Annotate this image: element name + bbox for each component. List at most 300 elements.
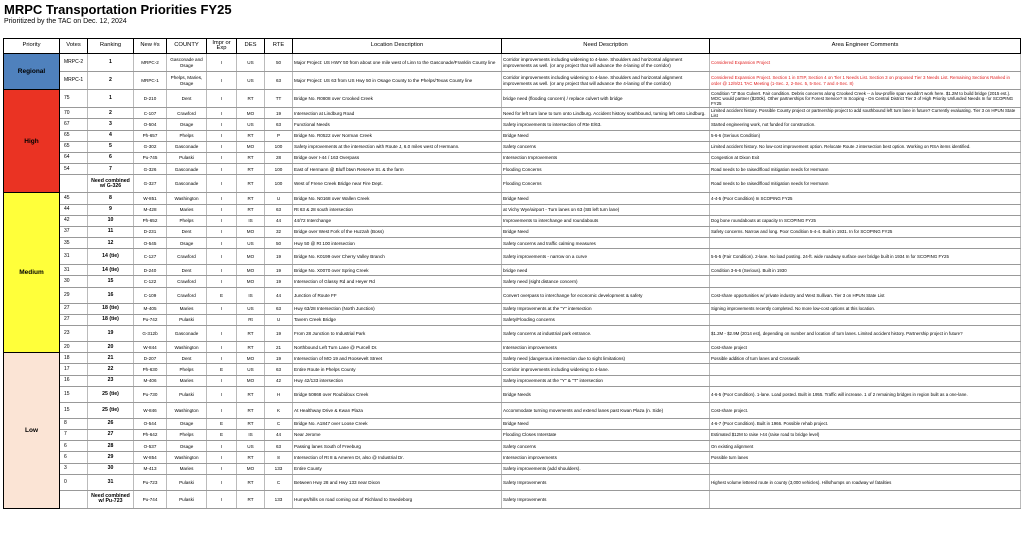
location-description-cell: Bridge over West Fork of the Huzzah (Boss) bbox=[293, 226, 502, 237]
rank-cell: 5 bbox=[88, 141, 134, 152]
votes-cell: 6 bbox=[60, 452, 88, 463]
location-description-cell: Rt 63 & 28 south intersection bbox=[293, 204, 502, 215]
impr-or-exp-cell: E bbox=[207, 364, 237, 375]
table-row bbox=[4, 249, 1021, 265]
impr-or-exp-cell: E bbox=[207, 418, 237, 429]
impr-or-exp-cell: I bbox=[207, 463, 237, 474]
location-description-cell: Functional Needs bbox=[293, 119, 502, 130]
route-cell: 63 bbox=[265, 441, 293, 452]
county-cell: Washington bbox=[167, 193, 207, 204]
new-number-cell: Ph-657 bbox=[134, 130, 167, 141]
des-cell: RT bbox=[237, 204, 265, 215]
des-cell: US bbox=[237, 441, 265, 452]
location-description-cell: Entire Route in Phelps County bbox=[293, 364, 502, 375]
table-row bbox=[4, 119, 1021, 130]
des-cell: RT bbox=[237, 402, 265, 418]
county-cell: Maries bbox=[167, 303, 207, 314]
engineer-comment-cell: Safety concerns. Narrow and long. Poor Condition 5-4-4. Built in 1931. In for SCOPING FY25 bbox=[710, 226, 1021, 237]
need-description-cell: Convert overpass to interchange for economic development & safety bbox=[502, 287, 710, 303]
engineer-comment-cell: Limited accident history. Possible County project or partnership project to add southbound left turn lane in future? Currently evaluating. Tier 3 on HPUN State List bbox=[710, 108, 1021, 119]
route-cell: 21 bbox=[265, 342, 293, 353]
impr-or-exp-cell: I bbox=[207, 54, 237, 72]
des-cell: RT bbox=[237, 193, 265, 204]
col-header: Area Engineer Comments bbox=[710, 39, 1021, 54]
rank-cell: 15 bbox=[88, 276, 134, 287]
need-description-cell: Safety Improvements bbox=[502, 474, 710, 490]
impr-or-exp-cell: I bbox=[207, 375, 237, 386]
votes-cell: 64 bbox=[60, 152, 88, 163]
engineer-comment-cell: Considered Expansion Project. Section 1 in STIP, Section 4 on Tier 1 Needs List. Section 3 on proposed Tier 3 Needs List. Remaining Sections Ranked in order @ 12/9/21 TAC Meeting (1-Sec. 2, 2-Sec. 5, 5-Sec. 7 and 4-Sec. 8) bbox=[710, 72, 1021, 90]
need-description-cell: Bridge Needs bbox=[502, 386, 710, 402]
votes-cell: 44 bbox=[60, 204, 88, 215]
des-cell: MO bbox=[237, 375, 265, 386]
location-description-cell: Intersection of Rt 8 & Ameren Dr, also @ Industrial Dr. bbox=[293, 452, 502, 463]
table-row bbox=[4, 108, 1021, 119]
rank-cell: 22 bbox=[88, 364, 134, 375]
need-description-cell: Safety/Flooding concerns bbox=[502, 314, 710, 325]
route-cell: 100 bbox=[265, 164, 293, 175]
des-cell: IS bbox=[237, 215, 265, 226]
need-description-cell: Intersection improvements bbox=[502, 342, 710, 353]
location-description-cell: Major Project: US 63 from US Hwy 50 in Osage County to the Phelps/Texas County line bbox=[293, 72, 502, 90]
table-row bbox=[4, 386, 1021, 402]
des-cell: RT bbox=[237, 452, 265, 463]
col-header: Location Description bbox=[293, 39, 502, 54]
location-description-cell: 44/72 Interchange bbox=[293, 215, 502, 226]
need-description-cell: Corridor improvements including widening to 4-lane. bbox=[502, 364, 710, 375]
des-cell: MO bbox=[237, 353, 265, 364]
location-description-cell: Intersection at Lindburg Road bbox=[293, 108, 502, 119]
need-description-cell: Improvements to interchange and roundabouts bbox=[502, 215, 710, 226]
table-row bbox=[4, 238, 1021, 249]
location-description-cell: Safety improvements at the intersection with Route J, 6.0 miles west of Hermann. bbox=[293, 141, 502, 152]
table-row bbox=[4, 204, 1021, 215]
county-cell: Phelps, Maries, Osage bbox=[167, 72, 207, 90]
priority-group-high: High bbox=[4, 90, 60, 193]
table-row bbox=[4, 226, 1021, 237]
votes-cell: 35 bbox=[60, 238, 88, 249]
table-row bbox=[4, 152, 1021, 163]
route-cell: 44 bbox=[265, 287, 293, 303]
rank-cell: Need combined w/ G-326 bbox=[88, 175, 134, 193]
des-cell: US bbox=[237, 238, 265, 249]
rank-cell: 9 bbox=[88, 204, 134, 215]
votes-cell: 17 bbox=[60, 364, 88, 375]
new-number-cell: M-413 bbox=[134, 463, 167, 474]
location-description-cell: From 28 Junction to Industrial Park bbox=[293, 326, 502, 342]
votes-cell: 31 bbox=[60, 265, 88, 276]
need-description-cell: Safety Improvements bbox=[502, 490, 710, 508]
route-cell: 44 bbox=[265, 429, 293, 440]
des-cell: RT bbox=[237, 490, 265, 508]
impr-or-exp-cell: I bbox=[207, 72, 237, 90]
table-row bbox=[4, 463, 1021, 474]
votes-cell: 42 bbox=[60, 215, 88, 226]
rank-cell: 7 bbox=[88, 164, 134, 175]
engineer-comment-cell: Dog bone roundabouts at capacity In SCOPING FY25 bbox=[710, 215, 1021, 226]
votes-cell: 6 bbox=[60, 441, 88, 452]
new-number-cell: C-109 bbox=[134, 287, 167, 303]
route-cell: 32 bbox=[265, 226, 293, 237]
need-description-cell: Flooding Concerns bbox=[502, 164, 710, 175]
votes-cell: 30 bbox=[60, 276, 88, 287]
impr-or-exp-cell: I bbox=[207, 215, 237, 226]
impr-or-exp-cell: I bbox=[207, 238, 237, 249]
rank-cell: 1 bbox=[88, 90, 134, 108]
route-cell: 63 bbox=[265, 204, 293, 215]
location-description-cell: East of Hermann @ Bluff btwn Reserve St. & the farm bbox=[293, 164, 502, 175]
new-number-cell: O-504 bbox=[134, 119, 167, 130]
need-description-cell: Safety concerns and traffic calming measures bbox=[502, 238, 710, 249]
engineer-comment-cell: On existing alignment bbox=[710, 441, 1021, 452]
rank-cell: 19 bbox=[88, 326, 134, 342]
table-row bbox=[4, 287, 1021, 303]
county-cell: Maries bbox=[167, 204, 207, 215]
rank-cell: 28 bbox=[88, 441, 134, 452]
county-cell: Dent bbox=[167, 353, 207, 364]
table-row bbox=[4, 276, 1021, 287]
new-number-cell: Ph-652 bbox=[134, 215, 167, 226]
col-header: Priority bbox=[4, 39, 60, 54]
rank-cell: 8 bbox=[88, 193, 134, 204]
need-description-cell: Safety need (dangerous intersection due to sight limitations) bbox=[502, 353, 710, 364]
impr-or-exp-cell: I bbox=[207, 204, 237, 215]
des-cell: US bbox=[237, 119, 265, 130]
location-description-cell: Intersection of Glassy Rd and Heyer Rd bbox=[293, 276, 502, 287]
table-row bbox=[4, 375, 1021, 386]
engineer-comment-cell: 5-5-5 (Fair Condition). 2-lane. No load posting. 24-ft. wide roadway surface over bridge built in 1934 In for SCOPING FY25 bbox=[710, 249, 1021, 265]
need-description-cell: Corridor improvements including widening to 4-lane. Shoulders and horizontal alignment improvements as well. (or any project that will advance the 4-laning of the corridor) bbox=[502, 54, 710, 72]
des-cell: US bbox=[237, 54, 265, 72]
votes-cell: 65 bbox=[60, 130, 88, 141]
rank-cell: 14 (tie) bbox=[88, 249, 134, 265]
route-cell: P bbox=[265, 130, 293, 141]
route-cell: 63 bbox=[265, 72, 293, 90]
new-number-cell: W-854 bbox=[134, 452, 167, 463]
location-description-cell: Bridge No. R0808 over Crooked Creek bbox=[293, 90, 502, 108]
impr-or-exp-cell: E bbox=[207, 287, 237, 303]
route-cell: K bbox=[265, 402, 293, 418]
rank-cell: Need combined w/ Pu-723 bbox=[88, 490, 134, 508]
need-description-cell: Safety improvements (add shoulders). bbox=[502, 463, 710, 474]
location-description-cell: Passing lanes South of Freeburg bbox=[293, 441, 502, 452]
engineer-comment-cell bbox=[710, 463, 1021, 474]
need-description-cell: Safety improvements at the "Y" & "T" intersection bbox=[502, 375, 710, 386]
location-description-cell: Major Project: US HWY 50 from about one mile west of Linn to the Gasconade/Franklin County line bbox=[293, 54, 502, 72]
location-description-cell: Bridge 50868 over Roubidoux Creek bbox=[293, 386, 502, 402]
county-cell: Osage bbox=[167, 238, 207, 249]
table-row bbox=[4, 303, 1021, 314]
route-cell: 42 bbox=[265, 375, 293, 386]
new-number-cell: M-428 bbox=[134, 204, 167, 215]
new-number-cell: Pu-744 bbox=[134, 490, 167, 508]
need-description-cell: Safety improvements - narrow on a curve bbox=[502, 249, 710, 265]
route-cell: 63 bbox=[265, 303, 293, 314]
location-description-cell: Bridge No. A1847 over Loose Creek bbox=[293, 418, 502, 429]
county-cell: Pulaski bbox=[167, 314, 207, 325]
engineer-comment-cell: Cost-share project. bbox=[710, 402, 1021, 418]
des-cell: RT bbox=[237, 175, 265, 193]
rank-cell: 18 (tie) bbox=[88, 314, 134, 325]
rank-cell: 31 bbox=[88, 474, 134, 490]
rank-cell: 26 bbox=[88, 418, 134, 429]
page-subtitle: Prioritized by the TAC on Dec. 12, 2024 bbox=[4, 18, 127, 25]
impr-or-exp-cell: I bbox=[207, 402, 237, 418]
route-cell: 19 bbox=[265, 249, 293, 265]
new-number-cell: W-851 bbox=[134, 193, 167, 204]
county-cell: Osage bbox=[167, 441, 207, 452]
table-row bbox=[4, 452, 1021, 463]
engineer-comment-cell: Highest volume lettered route in county (3,000 vehicles). Hills/humps on roadway w/ fatalities bbox=[710, 474, 1021, 490]
route-cell: 19 bbox=[265, 276, 293, 287]
rank-cell: 3 bbox=[88, 119, 134, 130]
new-number-cell: G-312b bbox=[134, 326, 167, 342]
col-header: RTE bbox=[265, 39, 293, 54]
impr-or-exp-cell: I bbox=[207, 265, 237, 276]
rank-cell: 20 bbox=[88, 342, 134, 353]
rank-cell: 4 bbox=[88, 130, 134, 141]
votes-cell: 3 bbox=[60, 463, 88, 474]
votes-cell: 27 bbox=[60, 303, 88, 314]
need-description-cell: Need for left turn lane to turn onto Lindburg. Accident history southbound, turning left onto Lindburg. bbox=[502, 108, 710, 119]
county-cell: Crawford bbox=[167, 249, 207, 265]
engineer-comment-cell: Limited accident history. No low-cost improvement option. Relocate Route J intersection best option. Working on RSA items identified. bbox=[710, 141, 1021, 152]
votes-cell: 45 bbox=[60, 193, 88, 204]
rank-cell: 10 bbox=[88, 215, 134, 226]
impr-or-exp-cell: I bbox=[207, 226, 237, 237]
table-row bbox=[4, 90, 1021, 108]
location-description-cell: West of Frene Creek Bridge near Fire Dept. bbox=[293, 175, 502, 193]
route-cell: 19 bbox=[265, 265, 293, 276]
engineer-comment-cell: Signing improvements recently completed. No more low-cost options at this location. bbox=[710, 303, 1021, 314]
engineer-comment-cell bbox=[710, 238, 1021, 249]
location-description-cell: Intersection of MO 19 and Roosevelt Street bbox=[293, 353, 502, 364]
need-description-cell: Safety need (sight distance concern) bbox=[502, 276, 710, 287]
route-cell: 100 bbox=[265, 175, 293, 193]
table-row bbox=[4, 175, 1021, 193]
new-number-cell: Pu-723 bbox=[134, 474, 167, 490]
impr-or-exp-cell: I bbox=[207, 452, 237, 463]
need-description-cell: bridge need (flooding concern) / replace culvert with bridge bbox=[502, 90, 710, 108]
need-description-cell: Flooding Closes Interstate bbox=[502, 429, 710, 440]
rank-cell: 6 bbox=[88, 152, 134, 163]
route-cell: 100 bbox=[265, 141, 293, 152]
location-description-cell: Bridge No. R0522 over Norman Creek bbox=[293, 130, 502, 141]
new-number-cell: D-240 bbox=[134, 265, 167, 276]
rank-cell: 1 bbox=[88, 54, 134, 72]
des-cell: MO bbox=[237, 463, 265, 474]
engineer-comment-cell: Condition "3" Box Culvert. Fair condition. Debris concerns along Crooked Creek -- a low-profile span wouldn't work here. $1.2M to build bridge (2015 est.). MOC would partner ($200k). Other partnerships for Forest Service? In Scoping - On Central District Tier 3 of High Priority Unfunded Needs In for SCOPING FY25 bbox=[710, 90, 1021, 108]
new-number-cell: W-844 bbox=[134, 342, 167, 353]
engineer-comment-cell bbox=[710, 375, 1021, 386]
table-row bbox=[4, 353, 1021, 364]
location-description-cell: Entire County bbox=[293, 463, 502, 474]
county-cell: Washington bbox=[167, 342, 207, 353]
need-description-cell: at Vichy Wye/airport - Turn lanes on 63 (SB left turn lane) bbox=[502, 204, 710, 215]
table-body bbox=[4, 54, 1021, 509]
route-cell: 133 bbox=[265, 463, 293, 474]
des-cell: RT bbox=[237, 386, 265, 402]
impr-or-exp-cell: I bbox=[207, 90, 237, 108]
route-cell: U bbox=[265, 314, 293, 325]
need-description-cell: Bridge Need bbox=[502, 193, 710, 204]
route-cell: 133 bbox=[265, 490, 293, 508]
county-cell: Gasconade bbox=[167, 164, 207, 175]
need-description-cell: Intersection improvements bbox=[502, 452, 710, 463]
col-header: COUNTY bbox=[167, 39, 207, 54]
new-number-cell: O-544 bbox=[134, 418, 167, 429]
route-cell: TT bbox=[265, 90, 293, 108]
location-description-cell: Bridge No. X0070 over Spring Creek bbox=[293, 265, 502, 276]
impr-or-exp-cell: I bbox=[207, 326, 237, 342]
engineer-comment-cell: Possible addition of turn lanes and Crosswalk bbox=[710, 353, 1021, 364]
table-row bbox=[4, 141, 1021, 152]
col-header: Impr or Exp bbox=[207, 39, 237, 54]
new-number-cell: D-210 bbox=[134, 90, 167, 108]
new-number-cell: Pu-745 bbox=[134, 152, 167, 163]
col-header: Votes bbox=[60, 39, 88, 54]
county-cell: Crawford bbox=[167, 287, 207, 303]
new-number-cell: C-107 bbox=[134, 108, 167, 119]
table-row bbox=[4, 364, 1021, 375]
new-number-cell: W-846 bbox=[134, 402, 167, 418]
votes-cell: 20 bbox=[60, 342, 88, 353]
votes-cell: 18 bbox=[60, 353, 88, 364]
new-number-cell: G-327 bbox=[134, 175, 167, 193]
rank-cell: 25 (tie) bbox=[88, 402, 134, 418]
impr-or-exp-cell: I bbox=[207, 386, 237, 402]
impr-or-exp-cell: I bbox=[207, 141, 237, 152]
engineer-comment-cell: 5-6-6 (Serious Condition) bbox=[710, 130, 1021, 141]
impr-or-exp-cell: I bbox=[207, 353, 237, 364]
des-cell: MO bbox=[237, 249, 265, 265]
impr-or-exp-cell: I bbox=[207, 276, 237, 287]
location-description-cell: Tavern Creek Bridge bbox=[293, 314, 502, 325]
need-description-cell: Accommodate turning movements and extend lanes past Kwan Plaza (n. Side) bbox=[502, 402, 710, 418]
location-description-cell: Bridge No. K0199 over Cherry Valley Branch bbox=[293, 249, 502, 265]
county-cell: Phelps bbox=[167, 364, 207, 375]
votes-cell: 23 bbox=[60, 326, 88, 342]
impr-or-exp-cell: I bbox=[207, 193, 237, 204]
county-cell: Osage bbox=[167, 418, 207, 429]
route-cell: 50 bbox=[265, 238, 293, 249]
route-cell: 19 bbox=[265, 353, 293, 364]
need-description-cell: Flooding Concerns bbox=[502, 175, 710, 193]
rank-cell: 23 bbox=[88, 375, 134, 386]
county-cell: Gasconade bbox=[167, 175, 207, 193]
priority-group-medium: Medium bbox=[4, 193, 60, 353]
new-number-cell: MRPC-2 bbox=[134, 54, 167, 72]
new-number-cell: C-127 bbox=[134, 249, 167, 265]
engineer-comment-cell: Condition 3-6-6 (Serious). Built in 1930 bbox=[710, 265, 1021, 276]
des-cell: Rt bbox=[237, 314, 265, 325]
votes-cell: 16 bbox=[60, 375, 88, 386]
priority-group-regional: Regional bbox=[4, 54, 60, 90]
location-description-cell: Bridge No. N0168 over Wallen Creek bbox=[293, 193, 502, 204]
new-number-cell: G-326 bbox=[134, 164, 167, 175]
engineer-comment-cell bbox=[710, 204, 1021, 215]
impr-or-exp-cell: I bbox=[207, 175, 237, 193]
county-cell: Washington bbox=[167, 402, 207, 418]
rank-cell: 21 bbox=[88, 353, 134, 364]
impr-or-exp-cell: I bbox=[207, 474, 237, 490]
votes-cell: 67 bbox=[60, 119, 88, 130]
new-number-cell: Ph-642 bbox=[134, 429, 167, 440]
impr-or-exp-cell: I bbox=[207, 164, 237, 175]
new-number-cell: G-302 bbox=[134, 141, 167, 152]
new-number-cell: O-545 bbox=[134, 238, 167, 249]
header-row bbox=[4, 39, 1021, 54]
route-cell: 44 bbox=[265, 215, 293, 226]
des-cell: US bbox=[237, 364, 265, 375]
table-row bbox=[4, 429, 1021, 440]
col-header: Need Description bbox=[502, 39, 710, 54]
county-cell: Washington bbox=[167, 452, 207, 463]
impr-or-exp-cell: I bbox=[207, 441, 237, 452]
engineer-comment-cell: Started engineering work, not funded for construction. bbox=[710, 119, 1021, 130]
engineer-comment-cell: 4-6-5 (Poor Condition). 1-lane. Load posted. Built in 1955. Traffic will increase. 1 of 2 remaining bridges in region built as a one-lane. bbox=[710, 386, 1021, 402]
impr-or-exp-cell: I bbox=[207, 490, 237, 508]
county-cell: Crawford bbox=[167, 108, 207, 119]
county-cell: Crawford bbox=[167, 276, 207, 287]
county-cell: Maries bbox=[167, 375, 207, 386]
des-cell: MO bbox=[237, 276, 265, 287]
county-cell: Phelps bbox=[167, 429, 207, 440]
votes-cell: 70 bbox=[60, 108, 88, 119]
route-cell: 28 bbox=[265, 152, 293, 163]
need-description-cell: Safety concerns bbox=[502, 141, 710, 152]
votes-cell: MRPC-1 bbox=[60, 72, 88, 90]
votes-cell: 65 bbox=[60, 141, 88, 152]
county-cell: Maries bbox=[167, 463, 207, 474]
impr-or-exp-cell: E bbox=[207, 429, 237, 440]
priority-group-low: Low bbox=[4, 353, 60, 509]
rank-cell: 11 bbox=[88, 226, 134, 237]
county-cell: Osage bbox=[167, 119, 207, 130]
route-cell: 19 bbox=[265, 108, 293, 119]
engineer-comment-cell bbox=[710, 276, 1021, 287]
page-title: MRPC Transportation Priorities FY25 bbox=[4, 2, 232, 17]
impr-or-exp-cell bbox=[207, 314, 237, 325]
des-cell: US bbox=[237, 72, 265, 90]
new-number-cell: Pu-730 bbox=[134, 386, 167, 402]
des-cell: MO bbox=[237, 265, 265, 276]
county-cell: Gasconade bbox=[167, 326, 207, 342]
des-cell: RT bbox=[237, 90, 265, 108]
new-number-cell: Ph-630 bbox=[134, 364, 167, 375]
impr-or-exp-cell: I bbox=[207, 303, 237, 314]
need-description-cell: Safety concerns at industrial park entrance. bbox=[502, 326, 710, 342]
need-description-cell: Safety concerns bbox=[502, 441, 710, 452]
des-cell: MO bbox=[237, 108, 265, 119]
new-number-cell: Pu-742 bbox=[134, 314, 167, 325]
county-cell: Pulaski bbox=[167, 490, 207, 508]
location-description-cell: At Healthway Drive & Kwan Plaza bbox=[293, 402, 502, 418]
rank-cell: 27 bbox=[88, 429, 134, 440]
impr-or-exp-cell: I bbox=[207, 249, 237, 265]
des-cell: RT bbox=[237, 474, 265, 490]
des-cell: MO bbox=[237, 141, 265, 152]
votes-cell: 8 bbox=[60, 418, 88, 429]
rank-cell: 12 bbox=[88, 238, 134, 249]
des-cell: RT bbox=[237, 418, 265, 429]
rank-cell: 16 bbox=[88, 287, 134, 303]
impr-or-exp-cell: I bbox=[207, 152, 237, 163]
impr-or-exp-cell: I bbox=[207, 342, 237, 353]
table-row bbox=[4, 72, 1021, 90]
location-description-cell: Bridge over I-44 / 163 Overpass bbox=[293, 152, 502, 163]
col-header: DES bbox=[237, 39, 265, 54]
